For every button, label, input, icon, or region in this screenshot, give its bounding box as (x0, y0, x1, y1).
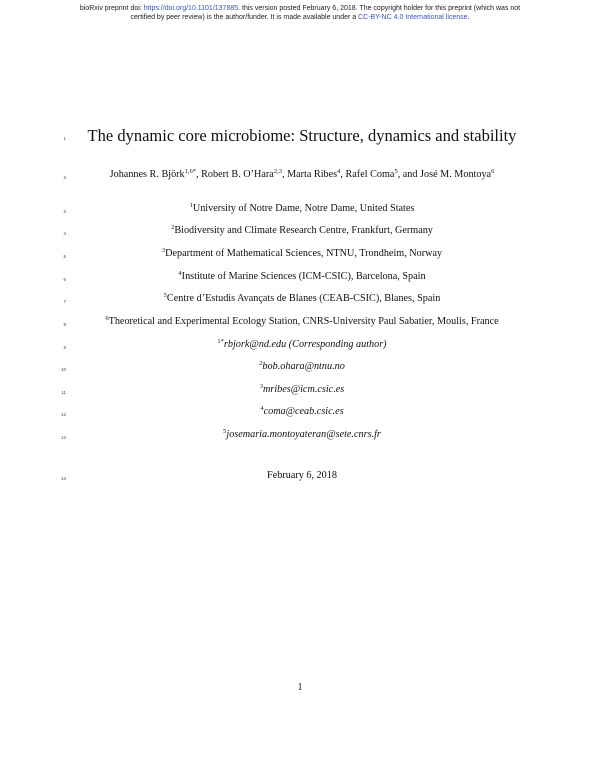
affiliation-text: Department of Mathematical Sciences, NTNU, Trondheim, Norway (165, 248, 443, 259)
banner-text: bioRxiv preprint doi: (79, 5, 144, 12)
email-text: bob.ohara@ntnu.no (262, 361, 345, 372)
email-line (68, 429, 536, 440)
line-number: 8 (63, 322, 66, 327)
email-text: coma@ceab.csic.es (263, 406, 344, 417)
affiliation (68, 271, 536, 282)
line-number: 14 (60, 476, 66, 481)
email-line (68, 406, 536, 417)
affiliation-mark: 4 (178, 270, 182, 277)
affiliation (68, 203, 536, 214)
author-affiliation-mark: 4 (337, 168, 341, 175)
email-mark: 5 (223, 428, 227, 435)
email-text: rbjork@nd.edu (Corresponding author) (223, 339, 387, 350)
affiliation (68, 293, 536, 304)
author-name: José M. Montoya (420, 169, 492, 180)
paper-title: The dynamic core microbiome: Structure, dynamics and stability (87, 126, 517, 145)
doi-link[interactable]: https://doi.org/10.1101/137885 (143, 5, 239, 12)
affiliation-text: Biodiversity and Climate Research Centre, Frankfurt, Germany (174, 225, 433, 236)
email-text: mribes@icm.csic.es (263, 384, 345, 395)
line-number: 3 (63, 209, 66, 214)
banner-line-1 (0, 4, 600, 13)
page-number: 1 (297, 682, 303, 693)
line-number: 9 (63, 345, 66, 350)
affiliation-mark: 3 (161, 247, 166, 254)
author-separator: , (281, 169, 288, 180)
affiliation-text: Institute of Marine Sciences (ICM-CSIC), Barcelona, Spain (181, 271, 426, 282)
email-line (68, 339, 536, 350)
line-number: 7 (63, 299, 66, 304)
author-separator: , (196, 169, 202, 180)
affiliation (68, 316, 536, 327)
affiliation-mark: 2 (171, 224, 175, 231)
author-name: Johannes R. Björk (109, 169, 185, 180)
author-name: Robert B. O’Hara (201, 169, 274, 180)
banner-text: . (467, 14, 470, 21)
line-number: 10 (60, 367, 66, 372)
line-number: 1 (63, 136, 66, 141)
line-number: 4 (63, 231, 66, 236)
banner-text: . this version posted February 6, 2018. The copyright holder for this preprint (which was not (238, 5, 521, 12)
paper-date: February 6, 2018 (267, 470, 337, 481)
author-separator: , and (397, 169, 421, 180)
banner-text: certified by peer review) is the author/funder. It is made available under a (130, 14, 359, 21)
line-number: 12 (60, 412, 66, 417)
author-separator: , (340, 169, 346, 180)
email-mark: 2 (259, 360, 263, 367)
line-number: 6 (63, 277, 66, 282)
author-list (68, 169, 536, 180)
line-number: 11 (61, 390, 66, 395)
license-link[interactable]: CC-BY-NC 4.0 International license (358, 14, 468, 21)
line-number: 13 (60, 435, 66, 440)
author-affiliation-mark: 6 (491, 168, 495, 175)
line-number: 2 (63, 175, 66, 180)
author-affiliation-mark: 5 (394, 168, 398, 175)
affiliation (68, 225, 536, 236)
affiliation-text: Theoretical and Experimental Ecology Station, CNRS-University Paul Sabatier, Moulis, France (108, 316, 499, 327)
affiliation-text: Centre d’Estudis Avançats de Blanes (CEAB-CSIC), Blanes, Spain (166, 293, 441, 304)
author-affiliation-mark: 2,3 (273, 168, 282, 175)
email-mark: 1* (217, 338, 224, 345)
line-number: 5 (63, 254, 66, 259)
affiliation-text: University of Notre Dame, Notre Dame, United States (192, 203, 415, 214)
author-affiliation-mark: 1,6* (184, 168, 197, 175)
email-mark: 4 (260, 405, 264, 412)
email-line (68, 361, 536, 372)
affiliation (68, 248, 536, 259)
affiliation-mark: 6 (105, 315, 109, 322)
author-name: Rafel Coma (345, 169, 395, 180)
banner-line-2 (0, 13, 600, 22)
email-text: josemaria.montoyateran@sete.cnrs.fr (226, 429, 381, 440)
author-name: Marta Ribes (287, 169, 338, 180)
email-line (68, 384, 536, 395)
email-mark: 3 (259, 383, 263, 390)
preprint-banner (0, 4, 600, 22)
affiliation-mark: 1 (189, 202, 193, 209)
affiliation-mark: 5 (163, 292, 167, 299)
